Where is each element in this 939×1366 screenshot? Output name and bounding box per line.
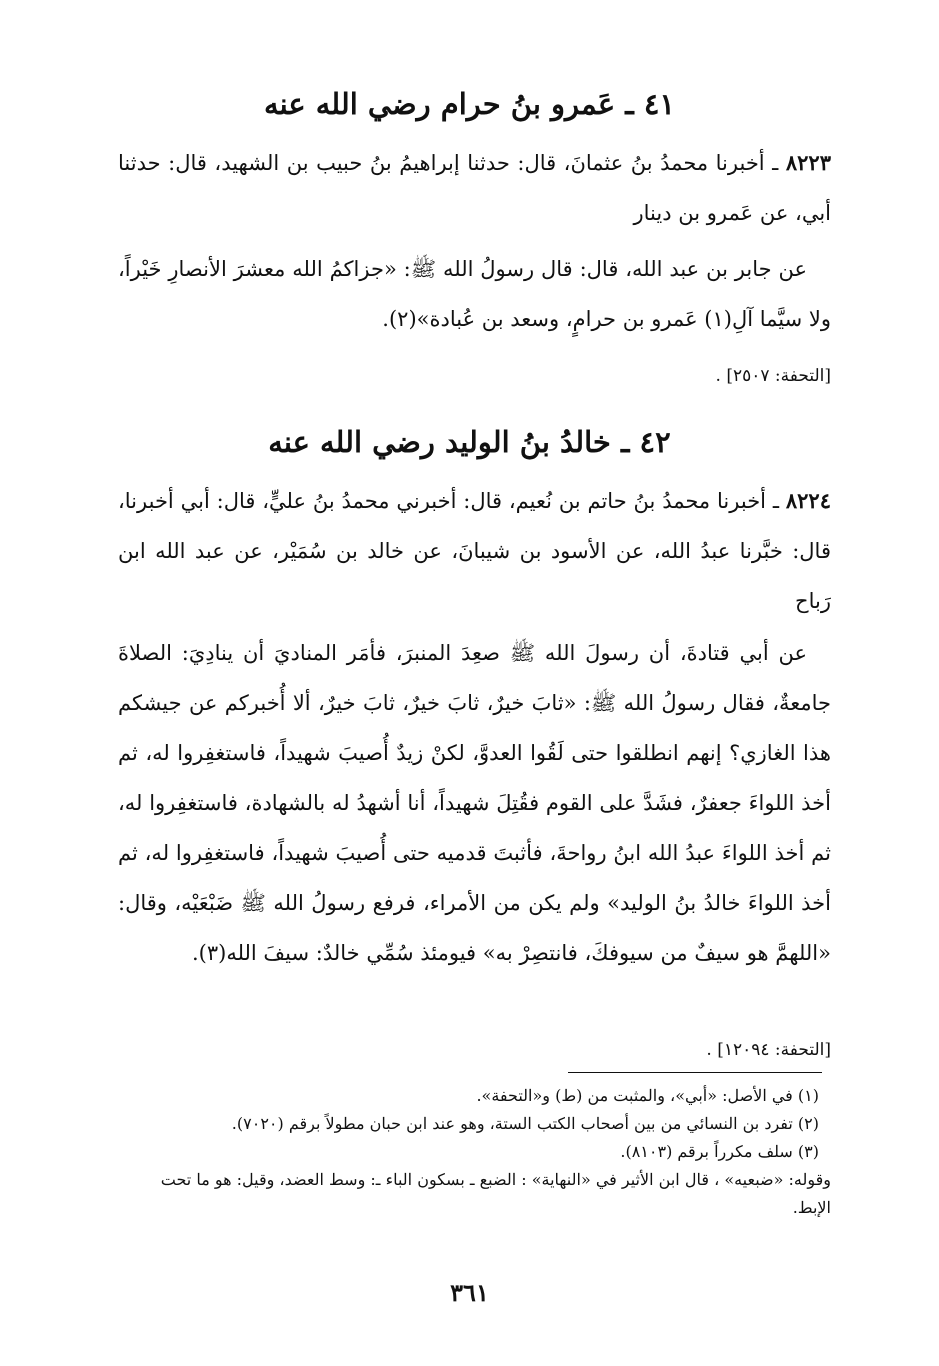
isnad-text: ـ أخبرنا محمدُ بنُ حاتم بن نُعيم، قال: أخبرني محمدُ بنُ عليٍّ، قال: أبي أخبرنا، قال: خبَّرنا عبدُ الله، عن الأسود بن شيبانَ، عن خالد بن سُمَيْر، عن عبد الله ابن رَباح [118,489,831,613]
hadith-number: ٨٢٢٤ [785,488,831,513]
footnote-2: (٢) تفرد بن النسائي من بين أصحاب الكتب الستة، وهو عند ابن حبان مطولاً برقم (٧٠٢٠). [231,1114,819,1133]
hadith-8223-matn: عن جابر بن عبد الله، قال: قال رسولُ الله ﷺ: «جزاكمُ الله معشرَ الأنصارِ خَيْراً، ولا سيَّما آلِ(١) عَمرو بن حرامٍ، وسعد بن عُبادة»(٢). [118,257,831,331]
footnotes [118,1082,831,1222]
footnote-divider [568,1072,822,1073]
isnad-text: ـ أخبرنا محمدُ بنُ عثمانَ، قال: حدثنا إبراهيمُ بنُ حبيب بن الشهيد، قال: حدثنا أبي، عن عَمرو بن دينار [118,151,831,225]
hadith-number: ٨٢٢٣ [785,150,831,175]
footnote-1: (١) في الأصل: «أبي»، والمثبت من (ط) و«التحفة». [476,1086,819,1105]
hadith-8224-isnad [118,476,831,626]
page-number: ٣٦١ [450,1278,489,1307]
tuhfa-reference: [التحفة: ٢٥٠٧] . [715,366,831,386]
tuhfa-reference: [التحفة: ١٢٠٩٤] . [706,1040,831,1060]
footnote-3-note: وقوله: «ضبعيه» ، قال ابن الأثير في «النهاية» : الضبع ـ بسكون الباء ـ: وسط العضد، وقيل: هو ما تحت الإبط. [160,1170,831,1217]
section-heading-42: ٤٢ ـ خالدُ بنُ الوليد رضي الله عنه [268,425,671,459]
hadith-8223-isnad [118,138,831,238]
footnote-3: (٣) سلف مكرراً برقم (٨١٠٣). [620,1142,819,1161]
section-heading-41: ٤١ ـ عَمرو بنُ حرام رضي الله عنه [264,87,675,121]
hadith-8224-matn: عن أبي قتادةَ، أن رسولَ الله ﷺ صعِدَ المنبرَ، فأمَر المناديَ أن ينادِيَ: الصلاةَ جامعةٌ، فقال رسولُ الله ﷺ: «ثابَ خيرٌ، ثابَ خيرٌ، ثابَ خيرٌ، ألا أُخبركم عن جيشكم هذا الغازي؟ إنهم انطلقوا حتى لَقُوا العدوَّ، لكنْ زيدٌ أُصيبَ شهيداً، فاستغفِروا له، ثم أخذ اللواءَ جعفرٌ، فشَدَّ على القوم فقُتِلَ شهيداً، أنا أشهدُ له بالشهادة، فاستغفِروا له، ثم أخذ اللواءَ عبدُ الله ابنُ رواحةَ، فأثبتَ قدميه حتى أُصيبَ شهيداً، فاستغفِروا له، ثم أخذ اللواءَ خالدُ بنُ الوليد» ولم يكن من الأمراء، فرفع رسولُ الله ﷺ ضَبْعَيْه، وقال: «اللهمَّ هو سيفٌ من سيوفكَ، فانتصِرْ به» فيومئذ سُمِّي خالدٌ: سيفَ الله(٣). [118,641,831,965]
